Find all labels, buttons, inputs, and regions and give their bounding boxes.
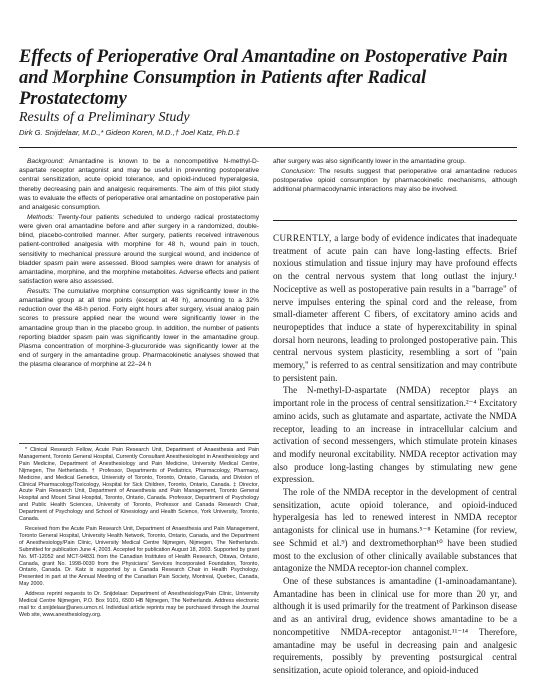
body-paragraph: The N-methyl-D-aspartate (NMDA) receptor plays an important role in the process of central sensitization.²⁻⁴ Excitatory amino acids, such as glutamate and aspartate, activate the NMDA receptor, leading to an increase in intracellular calcium and activation of second messengers, which stimulate protein kinases and modify neuronal excitability. NMDA receptor activation may also produce long-lasting changes by stimulating new gene expression. — [273, 385, 517, 485]
abstract-results — [19, 287, 259, 370]
abstract-label: Conclusion: — [281, 167, 316, 175]
footnote-received: Received from the Acute Pain Research Unit, Department of Anaesthesia and Pain Management, Toronto General Hospital, University Health Network, Toronto, Ontario, Canada, and the Department of Anesthesiology/Pain Clinic, University Medical Centre Nijmegen, Nijmegen, The Netherlands. Submitted for publication June 4, 2003. Accepted for publication August 18, 2003. Supported by grant No. MT-12052 and MCT-94831 from the Canadian Institutes of Health Research, Ottawa, Ontario, Canada, grant No. 1998-0030 from the Physicians' Services Incorporated Foundation, Toronto, Ontario, Canada. Dr. Katz is supported by a Canada Research Chair in Health Psychology. Presented in part at the Annual Meeting of the Canadian Pain Society, Montreal, Quebec, Canada, May 2000. — [19, 525, 259, 588]
abstract-right-column — [273, 157, 517, 195]
abstract-text: The results suggest that perioperative oral amantadine reduces postoperative opioid consumption by pharmacokinetic mechanisms, although additional pharmacodynamic interactions may also be involved. — [273, 167, 517, 194]
author-list: Dirk G. Snijdelaar, M.D.,* Gideon Koren, M.D.,† Joel Katz, Ph.D.‡ — [19, 128, 240, 137]
header-divider — [19, 147, 517, 148]
footnote-affiliations: * Clinical Research Fellow, Acute Pain Research Unit, Department of Anaesthesia and Pain Management, Toronto General Hospital, Currently Consultant Anesthesiologist in Anesthesiology and Pain Medicine, Department of Anesthesiology and Pain Medicine, University Medical Centre, Nijmegen, The Netherlands. † Professor, Departments of Pediatrics, Pharmacology, Pharmacy, Medicine, and Medical Genetics, University of Toronto, Toronto, Ontario, Canada, and Division of Clinical Pharmacology/Toxicology, Hospital for Sick Children, Toronto, Ontario, Canada. ‡ Director, Acute Pain Research Unit, Department of Anaesthesia and Pain Management, Toronto General Hospital and Mount Sinai Hospital, Toronto, Ontario, Canada. Professor, Department of Psychology and Public Health Sciences, University of Toronto, Professor and Canada Research Chair, Department of Psychology and School of Kinesiology and Health Science, York University, Toronto, Canada. — [19, 447, 259, 523]
abstract-label: Methods: — [27, 213, 55, 221]
abstract-methods — [19, 213, 259, 287]
article-title: Effects of Perioperative Oral Amantadine on Postoperative Pain and Morphine Consumption in Patients after Radical Prostatectomy — [19, 47, 508, 109]
article-subtitle: Results of a Preliminary Study — [19, 110, 190, 125]
abstract-left-column — [19, 157, 259, 370]
abstract-text: The cumulative morphine consumption was significantly lower in the amantadine group at all time points (except at 48 h), amounting to a 32% reduction over the 48-h period. Forty eight hours after surgery, visual analog pain scores to pressure applied near the wound were significantly lower in the amantadine group than in the placebo group. In addition, the number of patients reporting bladder spasm pain was significantly lower in the amantadine group. Plasma concentration of morphine-3-glucuronide was significantly lower at the end of surgery in the amantadine group. Pharmacokinetic analyses showed that the plasma clearance of morphine at 22–24 h — [19, 287, 259, 369]
body-text — [273, 232, 517, 677]
abstract-label: Results: — [27, 287, 51, 295]
paragraph-text: a large body of evidence indicates that inadequate treatment of acute pain can have long-lasting effects. Brief noxious stimulation and tissue injury may have profound effects on the central nervous system that long outlast the injury.¹ Nociceptive as well as postoperative pain results in a "barrage" of nerve impulses entering the spinal cord and the release, from small-diameter afferent C fibers, of excitatory amino acids and neuropeptides that induce a state of hyperexcitability in spinal dorsal horn neurons, leading to prolonged postoperative pain. This central nervous system plasticity, resembling a sort of "pain memory," is referred to as central sensitization and may contribute to persistent pain. — [273, 233, 517, 383]
abstract-text: after surgery was also significantly lower in the amantadine group. — [273, 158, 466, 165]
abstract-background — [19, 157, 259, 212]
opening-word: CURRENTLY, — [273, 233, 332, 243]
body-paragraph: One of these substances is amantadine (1-aminoadamantane). Amantadine has been in clinical use for more than 20 yr, and although it is used primarily for the treatment of Parkinson disease and as an antiviral drug, evidence shows amantadine to be a noncompetitive NMDA-receptor antagonist.¹¹⁻¹⁴ Therefore, amantadine may be useful in decreasing pain and analgesic requirements, possibly by preventing postsurgical central sensitization, acute opioid tolerance, and opioid-induced — [273, 575, 517, 675]
body-paragraph: The role of the NMDA receptor in the development of central sensitization, acute opioid tolerance, and opioid-induced hyperalgesia has led to renewed interest in NMDA receptor antagonists for clinical use in humans.⁵⁻⁸ Ketamine (for review, see Schmid et al.⁹) and dextromethorphan¹⁰ have been studied most to the exclusion of other clinically available substances that antagonize the NMDA receptor-ion channel complex. — [273, 487, 517, 574]
footnote-divider — [19, 443, 259, 444]
abstract-text: Twenty-four patients scheduled to undergo radical prostatectomy were given oral amantadine before and after surgery in a randomized, double-blind, placebo-controlled manner. After surgery, patients received intravenous patient-controlled analgesia with morphine for 48 h, wound pain in touch, sensitivity to mechanical pressure around the surgical wound, and incidence of bladder spasm pain were assessed. Blood samples were drawn for analysis of amantadine, morphine, and the morphine metabolites. Adverse effects and patient satisfaction were also assessed. — [19, 213, 259, 286]
abstract-conclusion — [273, 167, 517, 195]
body-paragraph — [273, 232, 517, 384]
abstract-label: Background: — [27, 158, 65, 165]
abstract-text: Amantadine is known to be a noncompetitive N-methyl-D-aspartate receptor antagonist and may be useful in preventing postoperative central sensitization, acute opioid tolerance, and opioid-induced hyperalgesia, thereby decreasing pain and analgesic requirements. The aim of this pilot study was to evaluate the effects of perioperative oral amantadine on postoperative pain and analgesic consumption. — [19, 158, 259, 212]
abstract-results-continued — [273, 157, 517, 166]
footnotes — [19, 447, 259, 622]
abstract-divider — [273, 220, 517, 221]
footnote-address: Address reprint requests to Dr. Snijdelaar: Department of Anesthesiology/Pain Clinic, University Medical Centre Nijmegen, P.O. Box 9101, 6500 HB Nijmegen, The Netherlands. Address electronic mail to: d.snijdelaar@anes.umcn.nl. Individual article reprints may be purchased through the Journal Web site, www.anesthesiology.org. — [19, 591, 259, 618]
